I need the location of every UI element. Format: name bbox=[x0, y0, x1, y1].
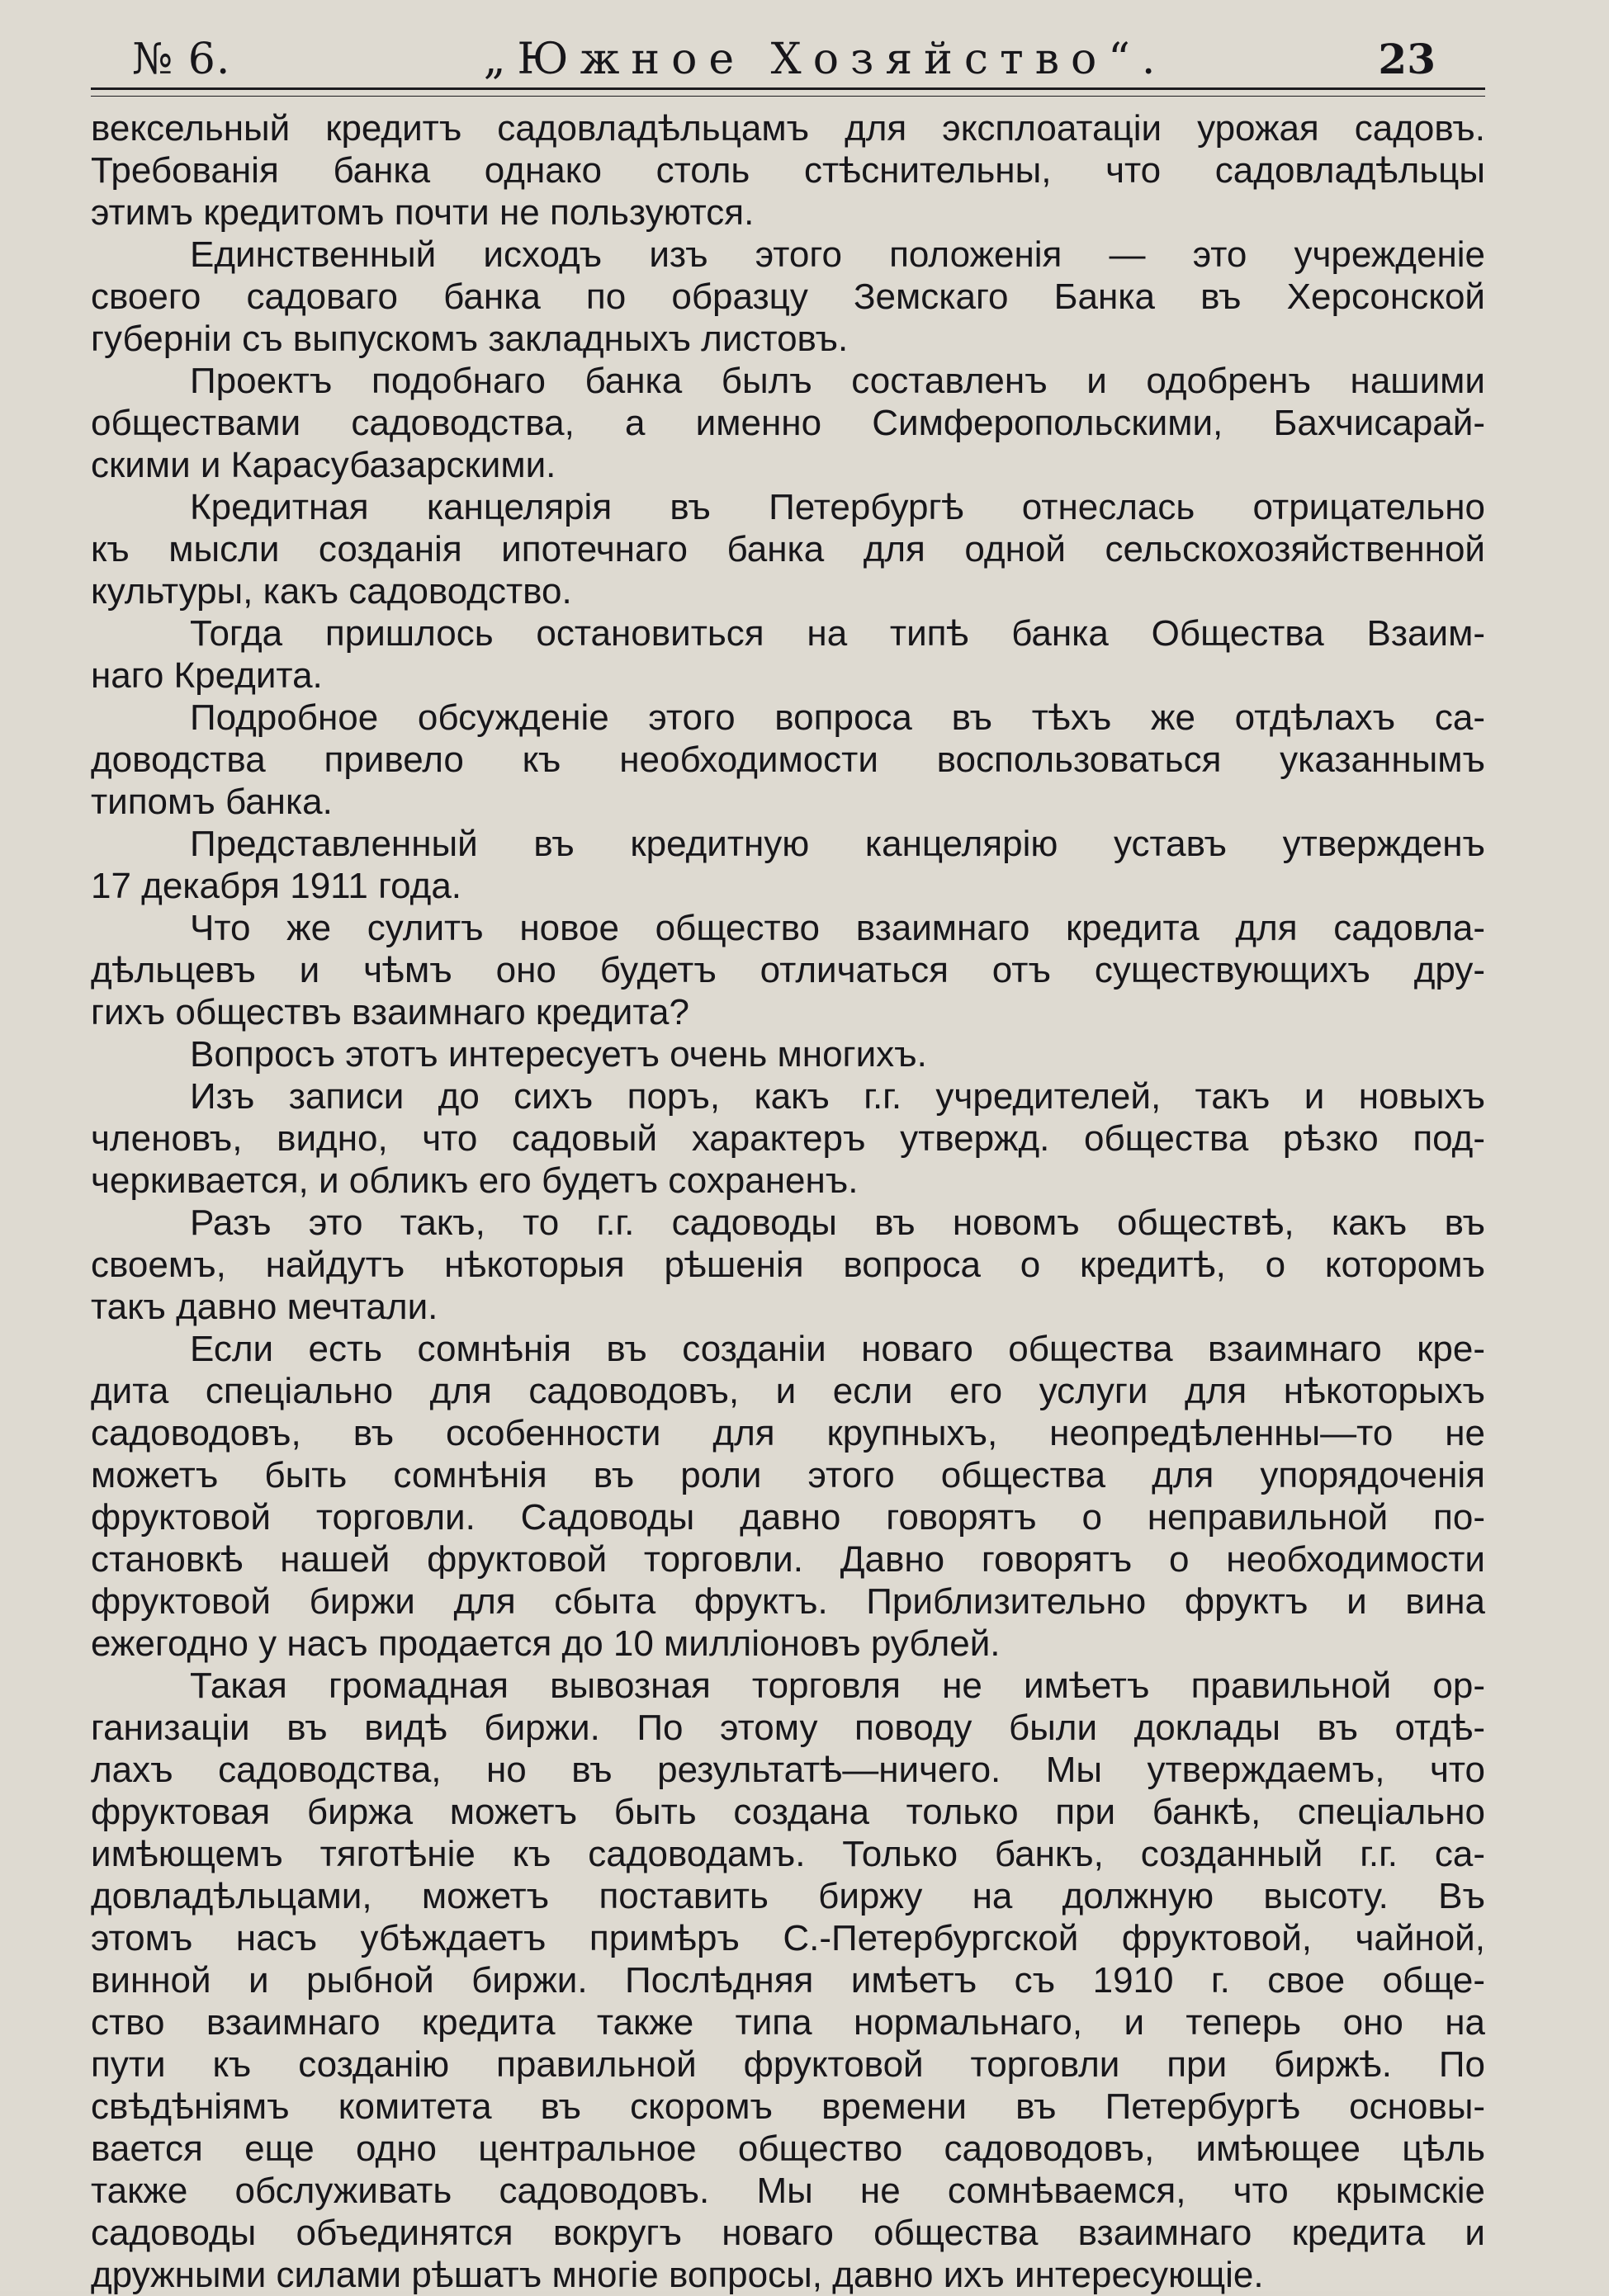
text-line: пути къ созданію правильной фруктовой торговли при биржѣ. По bbox=[91, 2044, 1485, 2085]
text-line: къ мысли созданія ипотечнаго банка для одной сельскохозяйственной bbox=[91, 529, 1485, 569]
text-line: гихъ обществъ взаимнаго кредита? bbox=[91, 992, 689, 1032]
text-line: ство взаимнаго кредита также типа нормальнаго, и теперь оно на bbox=[91, 2002, 1485, 2043]
text-line: фруктовой торговли. Садоводы давно говорятъ о неправильной по- bbox=[91, 1497, 1485, 1538]
text-line: также обслуживать садоводовъ. Мы не сомнѣваемся, что крымскіе bbox=[91, 2171, 1485, 2211]
text-line: Если есть сомнѣнія въ созданіи новаго общества взаимнаго кре- bbox=[190, 1329, 1485, 1369]
text-line: своемъ, найдутъ нѣкоторыя рѣшенія вопроса о кредитѣ, о которомъ bbox=[91, 1245, 1485, 1285]
text-line: типомъ банка. bbox=[91, 782, 333, 822]
text-line: ежегодно у насъ продается до 10 милліоновъ рублей. bbox=[91, 1623, 1001, 1664]
text-line: вается еще одно центральное общество садоводовъ, имѣющее цѣль bbox=[91, 2128, 1485, 2169]
text-line: такъ давно мечтали. bbox=[91, 1287, 438, 1327]
text-line: доводства привело къ необходимости воспользоваться указаннымъ bbox=[91, 739, 1485, 780]
text-line: винной и рыбной биржи. Послѣдняя имѣетъ съ 1910 г. свое обще- bbox=[91, 1960, 1485, 2001]
text-line: Единственный исходъ изъ этого положенія — это учрежденіе bbox=[190, 234, 1485, 275]
text-line: Проектъ подобнаго банка былъ составленъ и одобренъ нашими bbox=[190, 361, 1485, 401]
text-line: Вопросъ этотъ интересуетъ очень многихъ. bbox=[190, 1034, 927, 1075]
text-line: Требованія банка однако столь стѣснительны, что садовладѣльцы bbox=[91, 150, 1485, 191]
text-line: Разъ это такъ, то г.г. садоводы въ новомъ обществѣ, какъ въ bbox=[190, 1202, 1485, 1243]
text-line: Кредитная канцелярія въ Петербургѣ отнеслась отрицательно bbox=[190, 487, 1485, 527]
text-line: фруктовая биржа можетъ быть создана только при банкѣ, спеціально bbox=[91, 1792, 1485, 1832]
text-line: довладѣльцами, можетъ поставить биржу на должную высоту. Въ bbox=[91, 1876, 1485, 1916]
text-line: скими и Карасубазарскими. bbox=[91, 445, 556, 485]
text-line: становкѣ нашей фруктовой торговли. Давно говорятъ о необходимости bbox=[91, 1539, 1485, 1580]
header-rule bbox=[91, 87, 1485, 90]
text-line: наго Кредита. bbox=[91, 655, 323, 696]
journal-title: „Южное Хозяйство“. bbox=[483, 35, 1167, 84]
page-number: 23 bbox=[1378, 35, 1436, 83]
text-line: 17 декабря 1911 года. bbox=[91, 866, 462, 906]
text-line: вексельный кредитъ садовладѣльцамъ для эксплоатаціи урожая садовъ. bbox=[91, 108, 1485, 149]
text-line: Подробное обсужденіе этого вопроса въ тѣхъ же отдѣлахъ са- bbox=[190, 697, 1485, 738]
text-line: Представленный въ кредитную канцелярію уставъ утвержденъ bbox=[190, 824, 1485, 864]
text-line: Что же сулитъ новое общество взаимнаго кредита для садовла- bbox=[190, 908, 1485, 948]
text-line: дита спеціально для садоводовъ, и если его услуги для нѣкоторыхъ bbox=[91, 1371, 1485, 1411]
text-line: Такая громадная вывозная торговля не имѣетъ правильной ор- bbox=[190, 1665, 1485, 1706]
header-rule-thin bbox=[91, 96, 1485, 97]
text-line: лахъ садоводства, но въ результатѣ—ничего. Мы утверждаемъ, что bbox=[91, 1750, 1485, 1790]
text-line: этомъ насъ убѣждаетъ примѣръ С.-Петербургской фруктовой, чайной, bbox=[91, 1918, 1485, 1958]
text-line: членовъ, видно, что садовый характеръ утвержд. общества рѣзко под- bbox=[91, 1118, 1485, 1159]
text-line: дѣльцевъ и чѣмъ оно будетъ отличаться отъ существующихъ дру- bbox=[91, 950, 1485, 990]
article-body bbox=[91, 107, 1485, 2296]
text-line: культуры, какъ садоводство. bbox=[91, 571, 572, 612]
text-line: своего садоваго банка по образцу Земскаго Банка въ Херсонской bbox=[91, 276, 1485, 317]
text-line: черкивается, и обликъ его будетъ сохраненъ. bbox=[91, 1160, 859, 1201]
text-line: имѣющемъ тяготѣніе къ садоводамъ. Только банкъ, созданный г.г. са- bbox=[91, 1834, 1485, 1874]
text-line: фруктовой биржи для сбыта фруктъ. Приблизительно фруктъ и вина bbox=[91, 1581, 1485, 1622]
text-line: дружными силами рѣшатъ многіе вопросы, давно ихъ интересующіе. bbox=[91, 2255, 1264, 2295]
text-line: можетъ быть сомнѣнія въ роли этого общества для упорядоченія bbox=[91, 1455, 1485, 1495]
text-line: ганизаціи въ видѣ биржи. По этому поводу были доклады въ отдѣ- bbox=[91, 1708, 1485, 1748]
text-line: свѣдѣніямъ комитета въ скоромъ времени въ Петербургѣ основы- bbox=[91, 2086, 1485, 2127]
text-line: садоводы объединятся вокругъ новаго общества взаимнаго кредита и bbox=[91, 2213, 1485, 2253]
page-header bbox=[91, 31, 1485, 89]
text-line: губерніи съ выпускомъ закладныхъ листовъ. bbox=[91, 319, 849, 359]
text-line: этимъ кредитомъ почти не пользуются. bbox=[91, 192, 755, 233]
text-line: обществами садоводства, а именно Симферопольскими, Бахчисарай- bbox=[91, 403, 1485, 443]
text-line: Изъ записи до сихъ поръ, какъ г.г. учредителей, такъ и новыхъ bbox=[190, 1076, 1485, 1117]
text-line: садоводовъ, въ особенности для крупныхъ, неопредѣленны—то не bbox=[91, 1413, 1485, 1453]
text-line: Тогда пришлось остановиться на типѣ банка Общества Взаим- bbox=[190, 613, 1485, 654]
issue-number: № 6. bbox=[132, 35, 231, 84]
